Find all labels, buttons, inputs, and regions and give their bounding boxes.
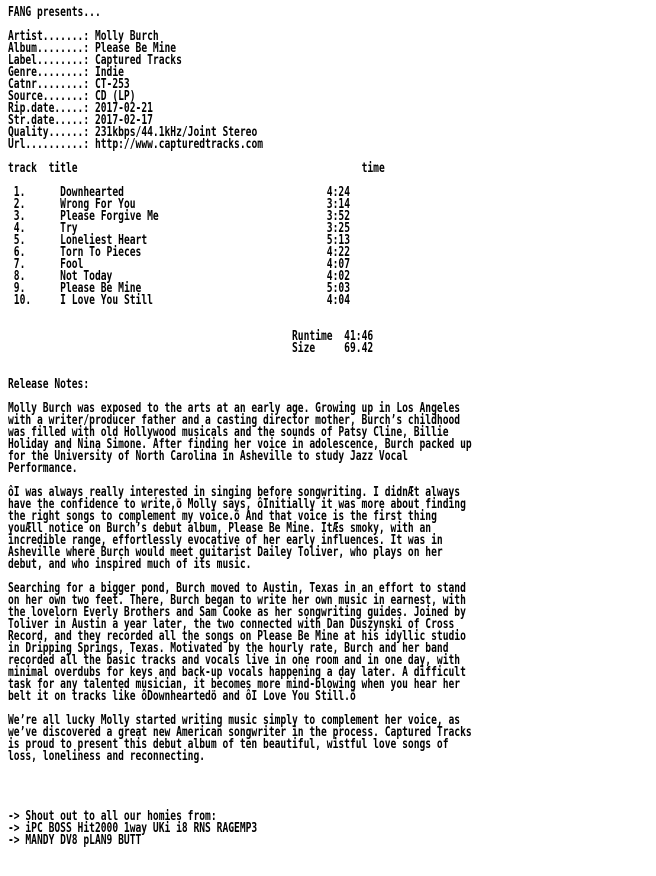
track-number: 7. bbox=[13, 257, 49, 272]
col-time-header: time bbox=[361, 161, 385, 176]
track-number: 6. bbox=[13, 245, 49, 260]
track-number: 4. bbox=[13, 221, 49, 236]
release-note-line: we’ve discovered a great new American songwriter in the process. Captured Tracks bbox=[8, 725, 472, 740]
track-time: 3:14 bbox=[326, 197, 350, 212]
track-time: 4:07 bbox=[326, 257, 350, 272]
info-value: http://www.capturedtracks.com bbox=[94, 137, 264, 152]
info-value: Molly Burch bbox=[94, 29, 159, 44]
info-key: Source.......: bbox=[8, 89, 90, 104]
release-note-line: the right songs to complement my voice.ö And that voice is the first thing bbox=[8, 509, 437, 524]
info-key: Artist.......: bbox=[8, 29, 90, 44]
shoutout-line: -> Shout out to all our homies from: bbox=[8, 809, 217, 824]
size-value: 69.42 bbox=[344, 341, 374, 356]
col-title-header: title bbox=[48, 161, 78, 176]
track-title: Please Forgive Me bbox=[60, 209, 327, 224]
release-note-line: Molly Burch was exposed to the arts at an early age. Growing up in Los Angeles bbox=[8, 401, 461, 416]
info-key: Album........: bbox=[8, 41, 90, 56]
track-number: 1. bbox=[13, 185, 49, 200]
info-key: Label........: bbox=[8, 53, 90, 68]
release-note-line: in Dripping Springs, Texas. Motivated by the hourly rate, Burch and her band bbox=[8, 641, 449, 656]
track-time: 3:52 bbox=[326, 209, 350, 224]
track-number: 8. bbox=[13, 269, 49, 284]
track-title: Loneliest Heart bbox=[60, 233, 327, 248]
release-note-line: have the confidence to write,ö Molly says, ôInitially it was more about finding bbox=[8, 497, 466, 512]
info-key: Genre........: bbox=[8, 65, 90, 80]
track-number: 5. bbox=[13, 233, 49, 248]
track-time: 4:04 bbox=[326, 293, 350, 308]
track-title: Wrong For You bbox=[60, 197, 327, 212]
col-track-header: track bbox=[8, 161, 37, 176]
release-note-line: Toliver in Austin a year later, the two connected with Dan Duszynski of Cross bbox=[8, 617, 455, 632]
release-note-line: belt it on tracks like ôDownheartedö and ôI Love You Still.ö bbox=[8, 689, 356, 704]
runtime-value: 41:46 bbox=[344, 329, 374, 344]
track-number: 3. bbox=[13, 209, 49, 224]
info-key: Str.date.....: bbox=[8, 113, 90, 128]
track-title: Downhearted bbox=[60, 185, 327, 200]
release-note-line: recorded all the basic tracks and vocals live in one room and in one day, with bbox=[8, 653, 461, 668]
release-note-line: incredible range, effortlessly evocative of her early influences. It was in bbox=[8, 533, 443, 548]
track-time: 4:02 bbox=[326, 269, 350, 284]
release-note-line: Record, and they recorded all the songs on Please Be Mine at his idyllic studio bbox=[8, 629, 466, 644]
track-number: 9. bbox=[13, 281, 49, 296]
track-time: 4:22 bbox=[326, 245, 350, 260]
track-number: 10. bbox=[13, 293, 49, 308]
nfo-text bbox=[8, 7, 472, 847]
release-note-line: was filled with old Hollywood musicals and the sounds of Patsy Cline, Billie bbox=[8, 425, 449, 440]
header-title: FANG presents... bbox=[8, 5, 101, 20]
track-number: 2. bbox=[13, 197, 49, 212]
shoutout-line: -> MANDY DV8 pLAN9 BUTT bbox=[8, 833, 142, 848]
track-time: 3:25 bbox=[326, 221, 350, 236]
release-note-line: task for any talented musician, it becomes more mind-blowing when you hear her bbox=[8, 677, 461, 692]
track-title: I Love You Still bbox=[60, 293, 327, 308]
release-note-line: with a writer/producer father and a casting director mother, Burch’s childhood bbox=[8, 413, 461, 428]
track-title: Not Today bbox=[60, 269, 327, 284]
release-note-line: youÆll notice on Burch’s debut album, Please Be Mine. ItÆs smoky, with an bbox=[8, 521, 432, 536]
info-value: CD (LP) bbox=[94, 89, 136, 104]
release-note-line: Performance. bbox=[8, 461, 78, 476]
info-value: Captured Tracks bbox=[94, 53, 182, 68]
info-value: Please Be Mine bbox=[94, 41, 177, 56]
release-note-line: We’re all lucky Molly started writing music simply to complement her voice, as bbox=[8, 713, 461, 728]
track-time: 5:03 bbox=[326, 281, 350, 296]
info-value: 231kbps/44.1kHz/Joint Stereo bbox=[94, 125, 258, 140]
release-note-line: ôI was always really interested in singing before songwriting. I didnÆt always bbox=[8, 485, 461, 500]
release-note-line: debut, and who inspired much of its music. bbox=[8, 557, 252, 572]
release-note-line: is proud to present this debut album of ten beautiful, wistful love songs of bbox=[8, 737, 449, 752]
info-key: Catnr........: bbox=[8, 77, 90, 92]
track-time: 4:24 bbox=[326, 185, 350, 200]
release-note-line: for the University of North Carolina in Asheville to study Jazz Vocal bbox=[8, 449, 408, 464]
release-note-line: Asheville where Burch would meet guitarist Dailey Toliver, who plays on her bbox=[8, 545, 443, 560]
release-note-line: Holiday and Nina Simone. After finding her voice in adolescence, Burch packed up bbox=[8, 437, 472, 452]
info-value: 2017-02-17 bbox=[94, 113, 153, 128]
track-title: Torn To Pieces bbox=[60, 245, 327, 260]
shoutout-line: -> iPC BOSS Hit2000 1way UKi i8 RNS RAGEMP3 bbox=[8, 821, 258, 836]
track-title: Try bbox=[60, 221, 327, 236]
release-note-line: loss, loneliness and reconnecting. bbox=[8, 749, 206, 764]
info-key: Rip.date.....: bbox=[8, 101, 90, 116]
track-title: Fool bbox=[60, 257, 327, 272]
size-label: Size bbox=[292, 341, 345, 356]
info-value: Indie bbox=[94, 65, 124, 80]
release-note-line: Searching for a bigger pond, Burch moved to Austin, Texas in an effort to stand bbox=[8, 581, 466, 596]
info-value: CT-253 bbox=[94, 77, 130, 92]
info-key: Quality......: bbox=[8, 125, 90, 140]
release-note-line: on her own two feet. There, Burch began to write her own music in earnest, with bbox=[8, 593, 466, 608]
runtime-label: Runtime bbox=[292, 329, 345, 344]
info-key: Url..........: bbox=[8, 137, 90, 152]
track-time: 5:13 bbox=[326, 233, 350, 248]
info-value: 2017-02-21 bbox=[94, 101, 153, 116]
track-title: Please Be Mine bbox=[60, 281, 327, 296]
release-notes-heading: Release Notes: bbox=[8, 377, 90, 392]
release-note-line: minimal overdubs for keys and back-up vocals happening a day later. A difficult bbox=[8, 665, 466, 680]
release-note-line: the lovelorn Everly Brothers and Sam Cooke as her songwriting guides. Joined by bbox=[8, 605, 466, 620]
